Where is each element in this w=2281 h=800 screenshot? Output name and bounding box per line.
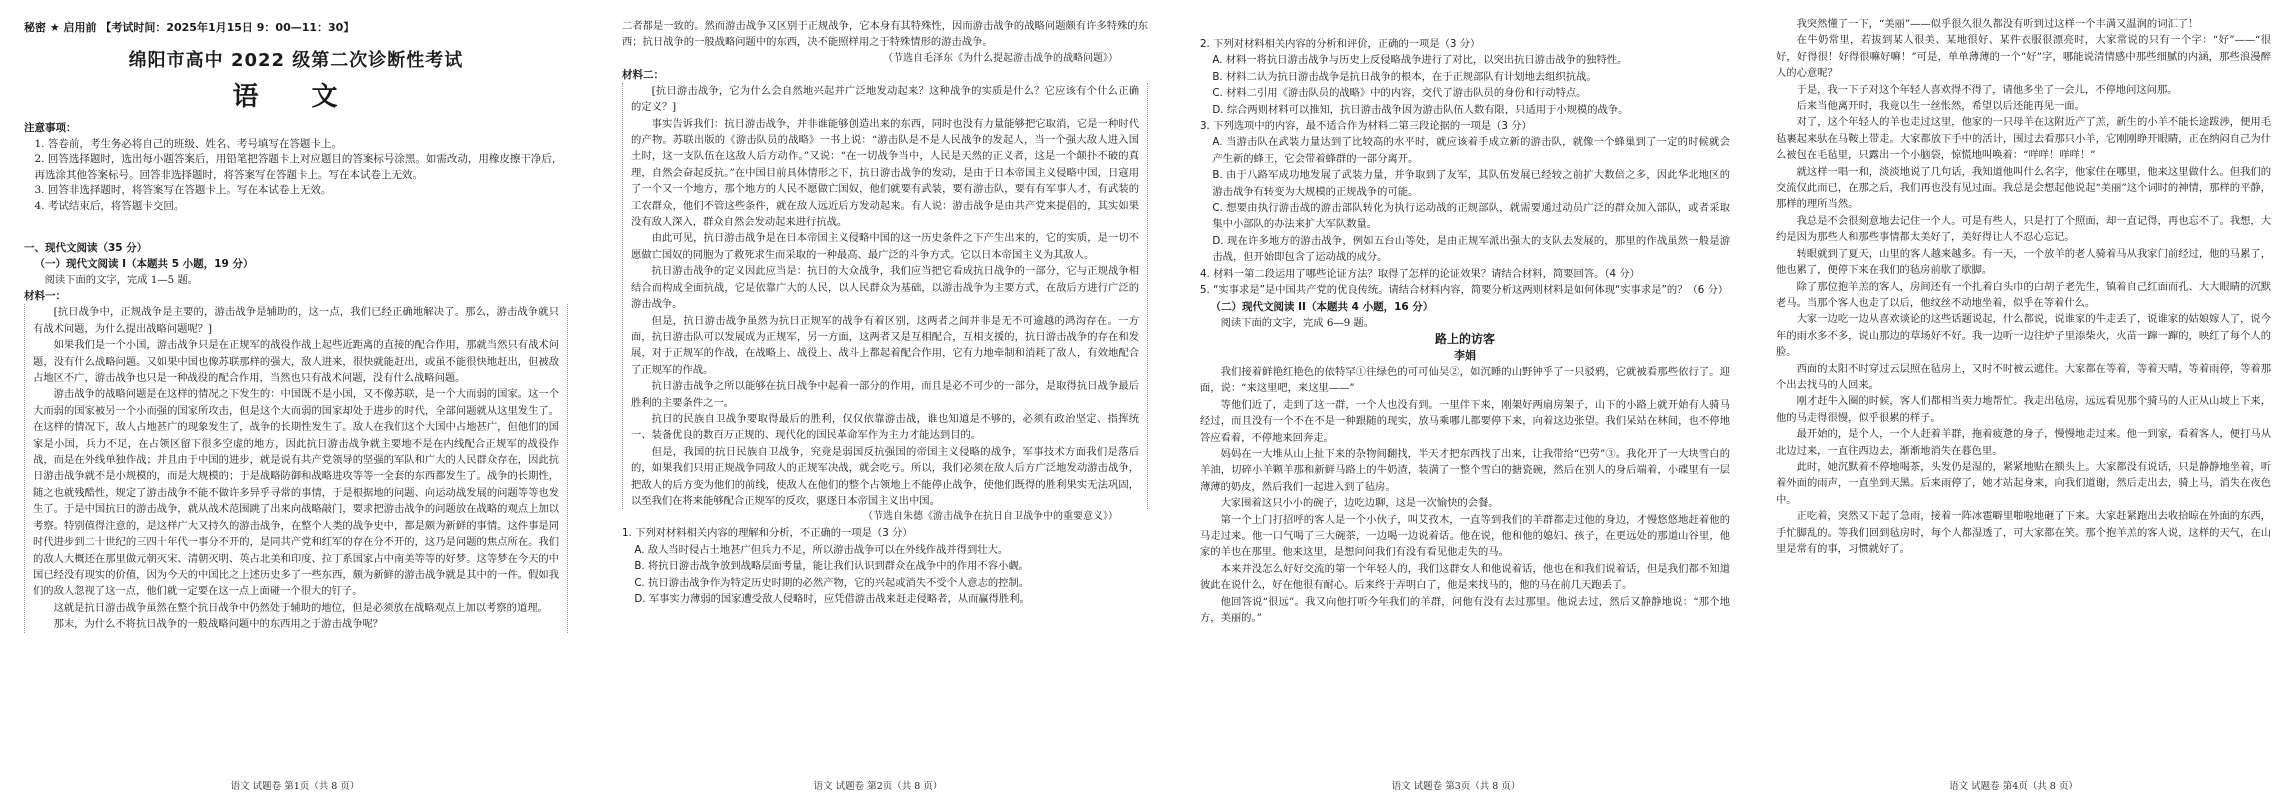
question-stem: 5. “实事求是”是中国共产党的优良传统。请结合材料内容，简要分析这两则材料是如何体现“实事求是”的？（6 分） bbox=[1200, 284, 1729, 297]
paragraph: 我们接着鲜艳红艳色的依特罕①往绿色的可可仙吴②，如沉睡的山野钟乎了一只驳鸦，它就被看那些依行了。迎面，说：“来这里吧，来这里——” bbox=[1200, 365, 1730, 395]
note-item: 3. 回答非选择题时，将答案写在答题卡上。写在本试卷上无效。 bbox=[34, 184, 332, 196]
paragraph: 大家一边吃一边从喜欢谈论的这些话题说起，什么都说，说谁家的牛走丢了，说谁家的姑娘嫁人了，说今年的雨水多不多，说山那边的草场好不好。我一边听一边往炉子里添柴火，火苗一蹿一蹿的，映红了每个人的脸。 bbox=[1776, 313, 2271, 359]
paragraph: 那末，为什么不将抗日战争的一般战略问题中的东西用之于游击战争呢？ bbox=[53, 618, 384, 631]
paragraph: 就这样一唱一和，淡淡地说了几句话，我知道他叫什么名字，他家住在哪里，他来这里做什么。但我们的交流仅此而已，在那之后，我们再也没有见过面。我总是会想起他说起“美丽”这个词时的神情，那样的平静，那样的理所当然。 bbox=[1776, 165, 2271, 211]
question-option: C. 材料二引用《游击队员的战略》中的内容，交代了游击队员的身份和行动特点。 bbox=[1212, 87, 1587, 100]
source-citation: （节选自朱德《游击战争在抗日自卫战争中的重要意义》） bbox=[863, 511, 1118, 523]
question-stem: 1. 下列对材料相关内容的理解和分析，不正确的一项是（3 分） bbox=[622, 527, 913, 540]
paragraph: 第一个上门打招呼的客人是一个小伙子，叫艾孜木，一直等到我们的羊群都走过他的身边，才慢悠悠地赶着他的马走过来。他一口气喝了三大碗茶，一边喝一边说着话。他在说，他和他的媳妇、孩子，在更远处的那道山谷里，他家的羊也在那里。他来这里，是想问问我们有没有看见他走失的马。 bbox=[1200, 513, 1730, 559]
reading-section-1 bbox=[24, 240, 568, 633]
question-3 bbox=[1200, 118, 1730, 266]
paragraph: 对了，这个年轻人的羊也走过这里，他家的一只母羊在这附近产了羔，新生的小羊不能长途跋涉，便用毛毡裹起来驮在马鞍上带走。大家都放下手中的活计，围过去看那只小羊，它刚刚睁开眼睛，正在纳闷自己为什么被包在毛毡里，只露出一个小脑袋，惊慌地叫唤着：“咩咩！咩咩！” bbox=[1776, 116, 2271, 162]
paragraph: 最开始的，是个人，一个人赶着羊群，拖着疲惫的身子，慢慢地走过来。他一到家，看着客人，便打马从北边过来，一直往西边去，渐渐地消失在暮色里。 bbox=[1776, 428, 2271, 457]
question-stem: 2. 下列对材料相关内容的分析和评价，正确的一项是（3 分） bbox=[1200, 38, 1481, 50]
material-label: 材料二： bbox=[622, 68, 664, 81]
material-label: 材料一： bbox=[24, 290, 66, 303]
paragraph: 抗日游击战争的定义因此应当是：抗日的大众战争，我们应当把它看成抗日战争的一部分，它与正规战争相结合而构成全面抗战，它是依靠广大的人民，以人民群众为基础，以游击战争为主要方式，在敌后方进行广泛的游击战争。 bbox=[631, 265, 1139, 311]
paragraph: 事实告诉我们：抗日游击战争，并非谁能够创造出来的东西，同时也没有力量能够把它取消，它是一种时代的产物。苏联出版的《游击队员的战略》一书上说：“游击队是不是人民战争的发起人，当一个强大敌人进入国土时，这一支队伍在这敌人后方动作。”又说：“在一切战争当中，人民是天然的正义者，这是一个颠扑不破的真理，自然会奋起反抗。”在中国目前具体情形之下，抗日游击战争的发动，是由于日本帝国主义侵略中国，日寇用了一个又一个地方，那个地方的人民不愿做亡国奴，他们就要有武装，要有游击队，要有有军事人才，有武装的工农群众，他们不管这些条件，就在敌人远近后方发动起来。有人说：游击战争是由共产党来提倡的，其实如果没有敌人深入，群众自然会发动起来进行抗战。 bbox=[631, 117, 1139, 229]
exam-page-2 bbox=[590, 0, 1166, 800]
note-item: 4. 考试结束后，将答题卡交回。 bbox=[34, 199, 185, 212]
exam-notes bbox=[24, 121, 568, 214]
question-option: A. 当游击队在武装力量达到了比较高的水平时，就应该着手成立新的游击队，就像一个蜂巢到了一定的时候就会产生新的蜂王，它会带着蜂群的一部分离开。 bbox=[1212, 136, 1730, 165]
paragraph: 我突然懂了一下，“美丽”——似乎很久很久都没有听到过这样一个丰满又温润的词汇了！ bbox=[1796, 18, 2199, 30]
paragraph: 但是，我国的抗日民族自卫战争，究竟是弱国反抗强国的帝国主义侵略的战争，军事技术方面我们是落后的，如果我们只用正规战争同敌人的正规军决战，就会吃亏。所以，我们必须在敌人后方广泛地发动游击战争，把敌人的后方变为他们的前线，使敌人在他们的整个占领地上不能停止战争，使他们既得的胜利果实无法巩固，以至我们在将来能够配合正规军的反攻，驱逐日本帝国主义出中国。 bbox=[631, 445, 1139, 507]
question-option: B. 将抗日游击战争放到战略层面考量，能让我们认识到群众在战争中的作用不容小觑。 bbox=[634, 560, 1029, 573]
notes-title: 注意事项： bbox=[24, 122, 77, 134]
exam-page-4 bbox=[1746, 0, 2281, 800]
note-item: 2. 回答选择题时，选出每小题答案后，用铅笔把答题卡上对应题目的答案标号涂黑。如需改动，用橡皮擦干净后，再选涂其他答案标号。回答非选择题时，将答案写在答题卡上。写在本试卷上无效。 bbox=[34, 153, 563, 181]
paragraph: 此时，她沉默着不停地喝茶，头发仍是湿的，紧紧地贴在额头上。大家都没有说话，只是静静地坐着，听着外面的雨声，一直坐到天黑。后来雨停了，她才站起身来，向我们道谢，然后走出去，骑上马，消失在夜色中。 bbox=[1776, 460, 2271, 506]
question-option: C. 抗日游击战争作为特定历史时期的必然产物，它的兴起或消失不受个人意志的控制。 bbox=[634, 576, 1030, 589]
paragraph: 游击战争的战略问题是在这样的情况之下发生的：中国既不是小国，又不像苏联，是一个大而弱的国家。这一个大而弱的国家被另一个小而强的国家所攻击，但是这个大而弱的国家却处于进步的时代，全部问题就从这里发生了。在这样的情况下，敌人占地甚广的现象发生了，战争的长期性发生了。敌人在我们这个大国中占地甚广，但他们的国家是小国，兵力不足，在占领区留下很多空虚的地方，因此抗日游击战争就主要地不是在内线配合正规军的战役作战，而是在外线单独作战；并且由于中国的进步，就是说有共产党领导的坚强的军队和广大的人民群众存在，因此抗日游击战争就不是小规模的，而是大规模的；于是战略防御和战略进攻等等一全套的东西都发生了。战争的长期性，随之也就残酷性，规定了游击战争不能不做许多异乎寻常的事情，于是根据地的问题、向运动战发展的问题等等也发生了。于是中国抗日的游击战争，就从战术范围跳了出来向战略敲门，要求把游击战争的问题放在战略的观点上加以考察。特别值得注意的，是这样广大又持久的游击战争，在整个人类的战争史中，都是颇为新鲜的事情。这件事是同时代进步到二十世纪的三四十年代一事分不开的，是同共产党和红军的存在分不开的，这乃是问题的焦点所在。我们的敌人大概还在那里做元朝灭宋、清朝灭明、英占北美和印度、拉丁系国家占中南美等等的好梦。这等梦在今天的中国已经没有现实的价值，因为今天的中国比之上述历史多了一些东西，颇为新鲜的游击战争就是其中的一件。假如我们的敌人忽视了这一点，他们就一定要在这一点上面碰一个很大的钉子。 bbox=[33, 388, 559, 598]
instruction: 阅读下面的文字，完成 1—5 题。 bbox=[44, 274, 199, 286]
paragraph: 抗日游击战争之所以能够在抗日战争中起着一部分的作用，而且是必不可少的一部分，是取得抗日战争最后胜利的主要条件之一。 bbox=[631, 380, 1139, 409]
instruction: 阅读下面的文字，完成 6—9 题。 bbox=[1220, 316, 1375, 329]
page-footer: 语文 试题卷 第2页（共 8 页） bbox=[813, 781, 943, 792]
question-2 bbox=[1200, 36, 1730, 118]
exam-page-3 bbox=[1166, 0, 1746, 800]
paragraph: 转眼就到了夏天，山里的客人越来越多。有一天，一个放羊的老人骑着马从我家门前经过，他的马累了，他也累了，便停下来在我们的毡房前歇了歇脚。 bbox=[1776, 247, 2271, 277]
question-option: D. 军事实力薄弱的国家遭受敌人侵略时，应凭借游击战来赶走侵略者，从而赢得胜利。 bbox=[634, 593, 1030, 605]
paragraph: 妈妈在一大堆从山上扯下来的杂物间翻找，半天才把东西找了出来，让我带给“巴劳”③。我化开了一大块雪白的羊油，切碎小羊颗羊那和新鲜马路上的牛奶渣，装满了一整个雪白的搪瓷碗，然后在别人的身后端着，小碟里有一层薄薄的奶皮，然后我们一起进入到了毡房。 bbox=[1200, 447, 1730, 493]
paragraph: 刚才赶牛入圈的时候，客人们都相当卖力地帮忙。我走出毡房，远远看见那个骑马的人正从山坡上下来，他的马走得很慢，似乎很累的样子。 bbox=[1776, 395, 2271, 424]
question-1 bbox=[622, 525, 1148, 607]
question-option: C. 想要由执行游击战的游击部队转化为执行运动战的正规部队，就需要通过动员广泛的群众加入部队，或者采取集中小部队的办法来扩大军队数量。 bbox=[1212, 202, 1730, 231]
question-option: D. 综合两则材料可以推知，抗日游击战争因为游击队伍人数有限，只适用于小规模的战争。 bbox=[1212, 103, 1629, 116]
paragraph: [抗日战争中，正规战争是主要的，游击战争是辅助的，这一点，我们已经正确地解决了。那么，游击战争就只有战术问题，为什么提出战略问题呢？] bbox=[33, 306, 559, 335]
paragraph: 抗日的民族自卫战争要取得最后的胜利，仅仅依靠游击战，谁也知道是不够的，必须有政治坚定、指挥统一、装备优良的数百万正规的、现代化的国民革命军作为主力才能达到目的。 bbox=[631, 412, 1139, 442]
page-footer: 语文 试题卷 第4页（共 8 页） bbox=[1949, 781, 2078, 792]
paragraph: 本来并没怎么好好交流的第一个年轻人的，我们这群女人和他说着话，他也在和我们说着话，但是我们都不知道彼此在说什么，好在他很有耐心。后来终于弄明白了，他是来找马的，他的马在前几天跑丢了。 bbox=[1200, 562, 1730, 592]
question-option: A. 材料一将抗日游击战争与历史上反侵略战争进行了对比，以突出抗日游击战争的独特性。 bbox=[1212, 54, 1628, 67]
page-footer: 语文 试题卷 第1页（共 8 页） bbox=[230, 781, 360, 792]
paragraph: 正吃着，突然又下起了急雨，接着一阵冰雹噼里啪啦地砸了下来。大家赶紧跑出去收拾晾在外面的东西，手忙脚乱的。等我们回到毡房时，每个人都湿透了，可大家都在笑。那个抱羊羔的客人说，这样的天气，在山里是常有的事，习惯就好了。 bbox=[1776, 510, 2271, 555]
paragraph: 由此可见，抗日游击战争是在日本帝国主义侵略中国的这一历史条件之下产生出来的，它的实质，是一切不愿做亡国奴的同胞为了救死求生而采取的一种最高、最广泛的斗争方式。它以日本帝国主义为其敌人。 bbox=[631, 232, 1139, 261]
paragraph: 大家围着这只小小的碗子，边吃边聊，这是一次愉快的会餐。 bbox=[1220, 497, 1499, 510]
paragraph: 二者都是一致的。然而游击战争又区别于正规战争，它本身有其特殊性，因而游击战争的战略问题颇有许多特殊的东西；抗日战争的一般战略问题中的东西，决不能照样用之于特殊情形的游击战争。 bbox=[622, 20, 1148, 49]
paragraph: 我总是不会很刻意地去记住一个人。可是有些人，只是打了个照面，却一直记得，再也忘不了。我想，大约是因为那些人和那些事情都太美好了，美好得让人不忍心忘记。 bbox=[1776, 214, 2271, 244]
question-option: A. 敌人当时侵占土地甚广但兵力不足，所以游击战争可以在外线作战并得到壮大。 bbox=[634, 543, 1009, 556]
subject-title: 语 文 bbox=[232, 82, 360, 112]
subsection-heading: （一）现代文阅读 I（本题共 5 小题，19 分） bbox=[34, 258, 254, 270]
paragraph: 在牛奶常里，若拔到某人很美、某地很好、某件衣服很漂亮时，大家常说的只有一个字：“好”——“很好，好得很！好得很嘛好嘛！”可是，单单薄薄的一个“好”字，哪能说清情感中那些细腻的内涵，那些浪漫醉人的心意呢？ bbox=[1776, 34, 2271, 80]
paragraph: 除了那位抱羊羔的客人，房间还有一个扎着白头巾的白胡子老先生，镇着自己红面而孔、大大眼睛的沉默老马。当那个客人也走了以后，他纹丝不动地坐着，似乎在等着什么。 bbox=[1776, 280, 2271, 309]
section-heading: 一、现代文阅读（35 分） bbox=[24, 242, 148, 254]
paragraph: 西面的太阳不时穿过云层照在毡房上，又时不时被云遮住。大家都在等着，等着天晴，等着雨停，等着那个出去找马的人回来。 bbox=[1776, 362, 2271, 391]
page-footer: 语文 试题卷 第3页（共 8 页） bbox=[1391, 781, 1521, 792]
material-1-text bbox=[24, 304, 568, 632]
note-item: 1. 答卷前，考生务必将自己的班级、姓名、考号填写在答题卡上。 bbox=[34, 137, 342, 150]
paragraph: 这就是抗日游击战争虽然在整个抗日战争中仍然处于辅助的地位，但是必须放在战略观点上加以考察的道理。 bbox=[53, 601, 548, 614]
question-option: D. 现在许多地方的游击战争，例如五台山等处，是由正规军派出强大的支队去发展的，那里的作战虽然一般是游击战，但开始即包含了运动战的成分。 bbox=[1212, 234, 1730, 264]
school-title: 绵阳市高中 2022 级第二次诊断性考试 bbox=[128, 50, 464, 71]
subsection-heading: （二）现代文阅读 II（本题共 4 小题，16 分） bbox=[1210, 300, 1434, 313]
paragraph: 后来当他离开时，我竟以生一丝怅然，希望以后还能再见一面。 bbox=[1796, 100, 2085, 113]
question-stem: 4. 材料一第二段运用了哪些论证方法？取得了怎样的论证效果？请结合材料，简要回答。（4 分） bbox=[1200, 267, 1640, 280]
secret-header: 秘密 ★ 启用前 【考试时间：2025年1月15日 9：00—11：30】 bbox=[24, 21, 355, 34]
question-option: B. 由于八路军成功地发展了武装力量，并争取到了友军，其队伍发展已经较之前扩大数倍之多，因此华北地区的游击战争有转变为大规模的正规战争的可能。 bbox=[1212, 169, 1730, 198]
question-option: B. 材料二认为抗日游击战争是抗日战争的根本，在于正规部队有计划地去组织抗战。 bbox=[1212, 70, 1597, 83]
question-stem: 3. 下列选项中的内容，最不适合作为材料二第三段论据的一项是（3 分） bbox=[1200, 120, 1532, 133]
paragraph: [抗日游击战争，它为什么会自然地兴起并广泛地发动起来？这种战争的实质是什么？它应该有个什么正确的定义？] bbox=[631, 84, 1139, 114]
paragraph: 但是，抗日游击战争虽然为抗日正规军的战争有着区别，这两者之间并非是无不可逾越的鸿沟存在。一方面，抗日游击队可以发展成为正规军，另一方面，这两者又是互相配合，互相支援的，抗日游击战争的存在和发展，对于正规军的作战，在战略上、战役上、战斗上都起着配合作用，它有力地牵制和消耗了敌人，有效地配合了正规军的作战。 bbox=[631, 314, 1139, 376]
story-title: 路上的访客 bbox=[1434, 331, 1495, 346]
story-author: 李娟 bbox=[1454, 348, 1476, 362]
source-citation: （节选自毛泽东《为什么提起游击战争的战略问题》） bbox=[883, 52, 1118, 64]
material-2-text bbox=[622, 83, 1148, 510]
paragraph: 等他们近了，走到了这一群，一个人也没有到。一里伴下来，刚架好两扇房架子，山下的小路上就开始有人骑马经过，而且没有一个不在不是一种跟随的现实，放马乘哪儿都要停下来，向着这边张望。我们呆站在林间，也不停地答应看着，不停地来回奔走。 bbox=[1200, 398, 1730, 444]
paragraph: 于是，我一下子对这个年轻人喜欢得不得了，请他多坐了一会儿，不停地问这问那。 bbox=[1796, 83, 2178, 96]
paragraph: 如果我们是一个小国，游击战争只是在正规军的战役作战上起些近距离的直接的配合作用，那就当然只有战术问题，没有什么战略问题。又如果中国也像苏联那样的强大，敌人进来，很快就能赶出，或虽不能很快地赶出，但被敌占地区不广，游击战争也只是一种战役的配合作用，当然也只有战术问题，没有什么战略问题。 bbox=[33, 339, 559, 385]
exam-page-1 bbox=[0, 0, 590, 800]
question-4-5 bbox=[1200, 266, 1730, 299]
paragraph: 他回答说“很远”。我又向他打听今年我们的羊群，问他有没有去过那里。他说去过，然后又静静地说：“那个地方，美丽的。” bbox=[1200, 595, 1730, 624]
